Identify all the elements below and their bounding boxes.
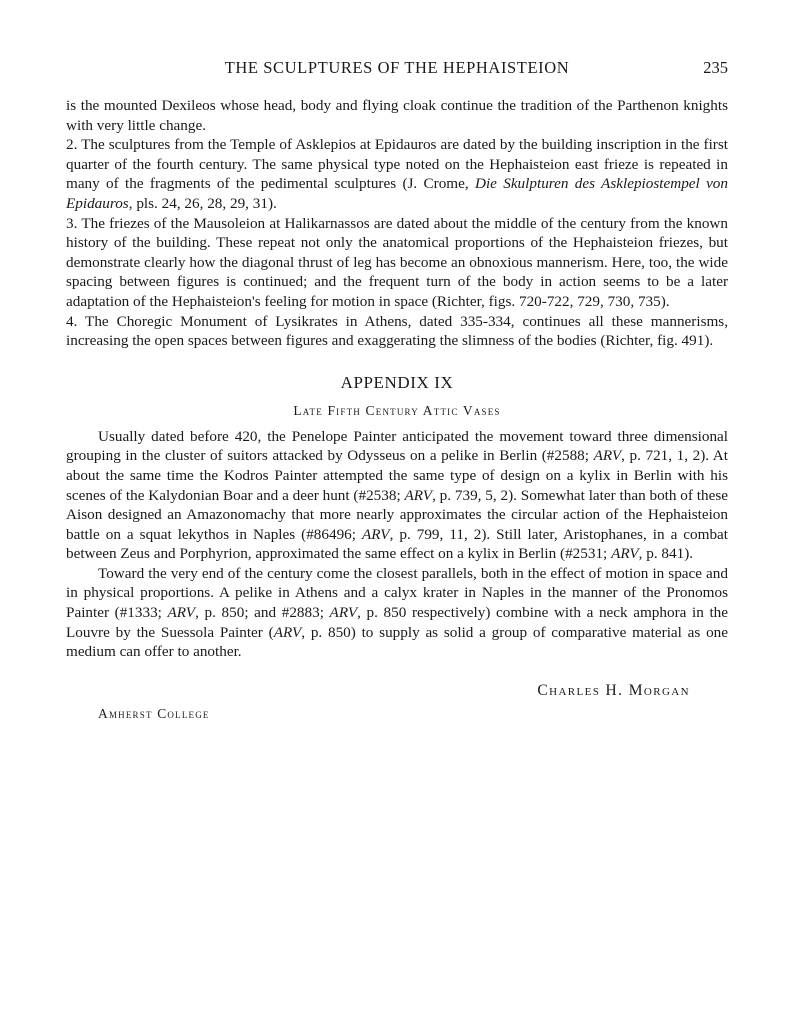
para2-arv-3: ARV (273, 623, 302, 641)
para1-text-1: Usually dated before 420, the Penelope Painter anticipated the movement toward three dimensional grouping in the cluster of suitors attacked by Odysseus on a pelike in Berlin (#2588; (66, 427, 728, 465)
para2-arv-2: ARV (329, 604, 358, 622)
para1-arv-2: ARV (404, 486, 433, 504)
notes-section (66, 96, 728, 351)
appendix-title: APPENDIX IX (340, 372, 454, 392)
note-item-2-title: Die Skulpturen des Asklepiostempel von Epidauros (66, 175, 728, 212)
para1-text-5: , p. 841). (638, 545, 694, 563)
note-item-2 (66, 135, 728, 213)
para2-arv-1: ARV (167, 604, 196, 622)
appendix-body (66, 427, 728, 662)
para1-arv-4: ARV (611, 545, 639, 563)
running-head (66, 58, 728, 84)
page (66, 58, 728, 722)
page-number: 235 (703, 58, 728, 77)
para1-text-2: , p. 721, 1, 2). At about the same time the Kodros Painter attempted the same type of design on a kylix in Berlin with his scenes of the Kalydonian Boar and a deer hunt (#2538; (66, 447, 728, 504)
para2-text-2: , p. 850; and #2883; (195, 604, 330, 622)
note-item-4: 4. The Choregic Monument of Lysikrates in Athens, dated 335-334, continues all these mannerisms, increasing the open spaces between figures and exaggerating the slimness of the bodies (Richter, fig. 491). (66, 312, 728, 350)
running-title: THE SCULPTURES OF THE HEPHAISTEION (224, 58, 570, 77)
para1-arv-3: ARV (362, 525, 390, 543)
para1-text-4: , p. 799, 11, 2). Still later, Aristophanes, in a combat between Zeus and Porphyrion, approximated the same effect on a kylix in Berlin (#2531; (66, 525, 729, 563)
appendix-subtitle: Late Fifth Century Attic Vases (293, 402, 501, 418)
para1-arv-1: ARV (593, 447, 622, 465)
appendix-paragraph-1 (66, 427, 728, 564)
para1-text-3: , p. 739, 5, 2). Somewhat later than both of these Aison designed an Amazonomachy that more nearly approximates the circular action of the Hephaisteion battle on a squat lekythos in Naples (#86496; (66, 486, 728, 543)
author-institution: Amherst College (98, 705, 210, 721)
para2-text-4: , p. 850) to supply as solid a group of comparative material as one medium can offer to another. (66, 623, 728, 661)
note-item-3: 3. The friezes of the Mausoleion at Halikarnassos are dated about the middle of the century from the known history of the building. These repeat not only the anatomical proportions of the Hephaisteion friezes, but demonstrate clearly how the diagonal thrust of leg has become an obnoxious mannerism. Here, too, the wide spacing between figures is continued; and the frequent turn of the body in action seems to be a later adaptation of the Hephaisteion's feeling for motion in space (Richter, figs. 720-722, 729, 730, 735). (66, 214, 728, 310)
note-item-2-text-b: , pls. 24, 26, 28, 29, 31). (128, 194, 277, 212)
para2-text-1: Toward the very end of the century come the closest parallels, both in the effect of motion in space and in physical proportions. A pelike in Athens and a calyx krater in Naples in the manner of the Pronomos Painter (#1333; (66, 564, 728, 622)
para2-text-3: , p. 850 respectively) combine with a neck amphora in the Louvre by the Suessola Painter ( (66, 604, 729, 641)
author-signature: Charles H. Morgan (537, 681, 690, 699)
note-item-2-text-a: 2. The sculptures from the Temple of Asklepios at Epidauros are dated by the building inscription in the first quarter of the fourth century. The same physical type noted on the Hephaisteion east frieze is repeated in many of the fragments of the pedimental sculptures (J. Crome, (66, 136, 728, 193)
appendix-paragraph-2 (66, 564, 728, 662)
note-continuation: is the mounted Dexileos whose head, body and flying cloak continue the tradition of the Parthenon knights with very little change. (66, 97, 728, 134)
